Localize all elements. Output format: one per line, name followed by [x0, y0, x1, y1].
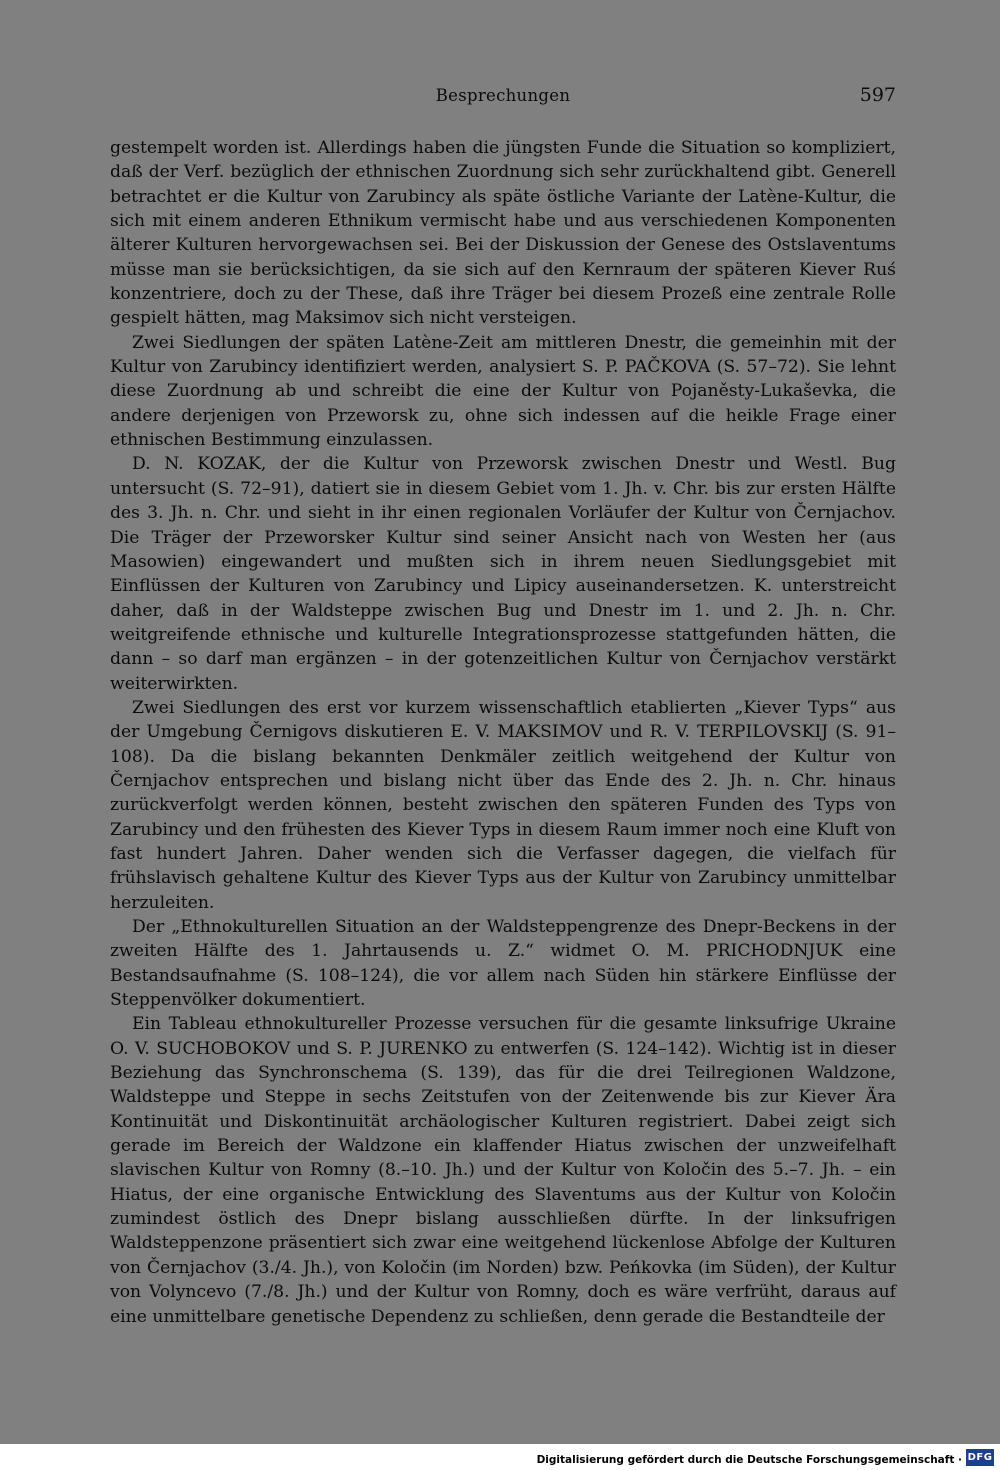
dfg-logo: DFG: [966, 1449, 994, 1466]
paragraph-4: Zwei Siedlungen des erst vor kurzem wissenschaftlich etablierten „Kiever Typs“ aus der Umgebung Černigovs diskutieren E. V. MAKSIMOV und R. V. TERPILOVSKIJ (S. 91–108). Da die bislang bekannten Denkmäler zeitlich weitgehend der Kultur von Černjachov entsprechen und bislang nicht über das Ende des 2. Jh. n. Chr. hinaus zurückverfolgt werden können, besteht zwischen den späteren Funden des Typs von Zarubincy und den frühesten des Kiever Typs in diesem Raum immer noch eine Kluft von fast hundert Jahren. Daher wenden sich die Verfasser dagegen, die vielfach für frühslavisch gehaltene Kultur des Kiever Typs aus der Kultur von Zarubincy unmittelbar herzuleiten.: [110, 697, 896, 913]
funding-note: Digitalisierung gefördert durch die Deutsche Forschungsgemeinschaft ·: [536, 1454, 962, 1466]
paragraph-3: D. N. KOZAK, der die Kultur von Przeworsk zwischen Dnestr und Westl. Bug untersucht (S. 72–91), datiert sie in diesem Gebiet vom 1. Jh. v. Chr. bis zur ersten Hälfte des 3. Jh. n. Chr. und sieht in ihr einen regionalen Vorläufer der Kultur von Černjachov. Die Träger der Przeworsker Kultur sind seiner Ansicht nach von Westen her (aus Masowien) eingewandert und mußten sich in ihrem neuen Siedlungsgebiet mit Einflüssen der Kulturen von Zarubincy und Lipicy auseinandersetzen. K. unterstreicht daher, daß in der Waldsteppe zwischen Bug und Dnestr im 1. und 2. Jh. n. Chr. weitgreifende ethnische und kulturelle Integrationsprozesse stattgefunden hätten, die dann – so darf man ergänzen – in der gotenzeitlichen Kultur von Černjachov verstärkt weiterwirkten.: [110, 454, 896, 694]
body-text: [110, 136, 896, 1329]
paragraph-1: gestempelt worden ist. Allerdings haben die jüngsten Funde die Situation so kompliziert, daß der Verf. bezüglich der ethnischen Zuordnung sich sehr zurückhaltend gibt. Generell betrachtet er die Kultur von Zarubincy als späte östliche Variante der Latène-Kultur, die sich mit einem anderen Ethnikum vermischt habe und aus verschiedenen Komponenten älterer Kulturen hervorgewachsen sei. Bei der Diskussion der Genese des Ostslaventums müsse man sie berücksichtigen, da sie sich auf den Kernraum der späteren Kiever Ruś konzentriere, doch zu der These, daß ihre Träger bei diesem Prozeß eine zentrale Rolle gespielt hätten, mag Maksimov sich nicht versteigen.: [110, 138, 896, 329]
paragraph-5: Der „Ethnokulturellen Situation an der Waldsteppengrenze des Dnepr-Beckens in der zweiten Hälfte des 1. Jahrtausends u. Z.“ widmet O. M. PRICHODNJUK eine Bestandsaufnahme (S. 108–124), die vor allem nach Süden hin stärkere Einflüsse der Steppenvölker dokumentiert.: [110, 917, 896, 1011]
paragraph-6: Ein Tableau ethnokultureller Prozesse versuchen für die gesamte linksufrige Ukraine O. V. SUCHOBOKOV und S. P. JURENKO zu entwerfen (S. 124–142). Wichtig ist in dieser Beziehung das Synchronschema (S. 139), das für die drei Teilregionen Waldzone, Waldsteppe und Steppe in sechs Zeitstufen von der Zeitenwende bis zur Kiever Ära Kontinuität und Diskontinuität archäologischer Kulturen registriert. Dabei zeigt sich gerade im Bereich der Waldzone ein klaffender Hiatus zwischen der unzweifelhaft slavischen Kultur von Romny (8.–10. Jh.) und der Kultur von Koločin des 5.–7. Jh. – ein Hiatus, der eine organische Entwicklung des Slaventums aus der Kultur von Koločin zumindest östlich des Dnepr bislang ausschließen dürfte. In der linksufrigen Waldsteppenzone präsentiert sich zwar eine weitgehend lückenlose Abfolge der Kulturen von Černjachov (3./4. Jh.), von Koločin (im Norden) bzw. Peńkovka (im Süden), der Kultur von Volyncevo (7./8. Jh.) und der Kultur von Romny, doch es wäre verfrüht, daraus auf eine unmittelbare genetische Dependenz zu schließen, denn gerade die Bestandteile der: [110, 1014, 896, 1327]
paragraph-2: Zwei Siedlungen der späten Latène-Zeit am mittleren Dnestr, die gemeinhin mit der Kultur von Zarubincy identifiziert werden, analysiert S. P. PAČKOVA (S. 57–72). Sie lehnt diese Zuordnung ab und schreibt die eine der Kultur von Pojaněsty-Lukaševka, die andere derjenigen von Przeworsk zu, ohne sich indessen auf die heikle Frage einer ethnischen Bestimmung einzulassen.: [110, 332, 896, 451]
page-header: [110, 86, 896, 112]
running-head: Besprechungen: [435, 86, 571, 105]
footer-bar: [0, 1444, 1000, 1470]
page-number: 597: [859, 84, 896, 106]
